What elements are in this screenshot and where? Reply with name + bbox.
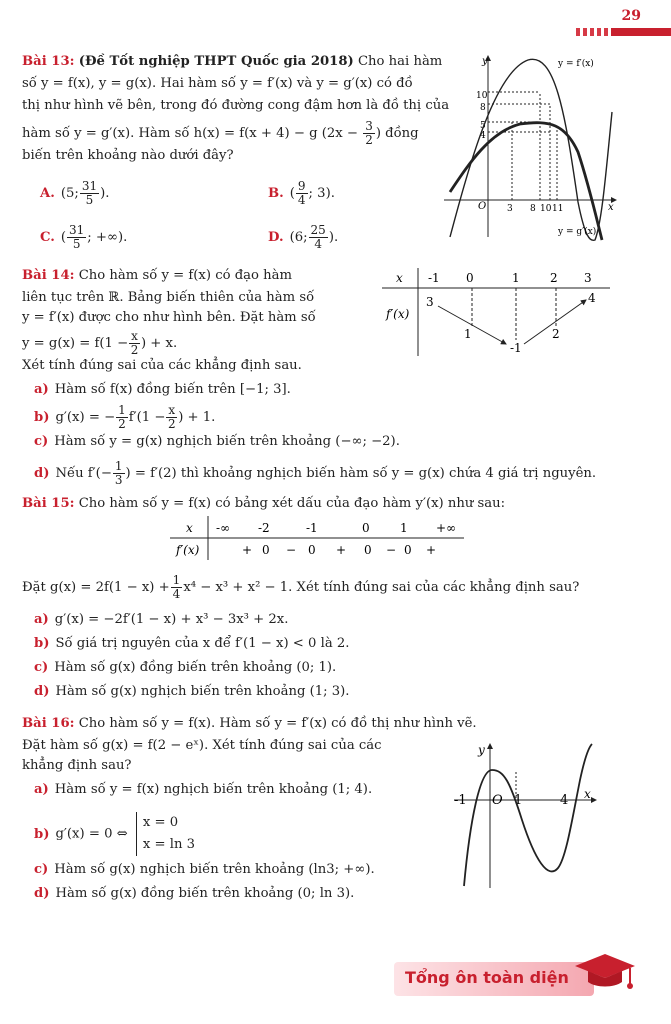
b13-line4: hàm số y = g′(x). Hàm số h(x) = f(x + 4) − g (2x − $\frac{3}{2}$ ) đồng xyxy=(22,119,419,147)
b14-table-x: x xyxy=(396,271,403,285)
b14-x-5: 3 xyxy=(584,271,592,285)
b14-line5: Xét tính đúng sai của các khẳng định sau. xyxy=(22,358,302,373)
b15-sign-4: 0 xyxy=(308,543,316,557)
page-number: 29 xyxy=(621,8,641,24)
b13-g-label: y = g′(x) xyxy=(558,227,597,237)
b13-source: (Đề Tốt nghiệp THPT Quốc gia 2018) xyxy=(78,54,354,69)
b15-x-3: -1 xyxy=(306,521,318,535)
b15-text-1: Cho hàm số y = f(x) có bảng xét dấu của đạo hàm y′(x) như sau: xyxy=(78,496,506,511)
b14-val-5: 4 xyxy=(588,291,596,305)
b13-xtick-8: 8 xyxy=(530,204,536,214)
b16-line1 xyxy=(22,714,477,734)
b15-sign-7: − xyxy=(386,543,397,557)
b13-line1 xyxy=(22,52,442,72)
b14-x-4: 2 xyxy=(550,271,558,285)
b13-ytick-5: 5 xyxy=(480,121,486,131)
b13-ytick-10: 10 xyxy=(476,91,488,101)
b15-label: Bài 15: xyxy=(22,496,75,511)
b15-sign-2: 0 xyxy=(262,543,270,557)
b15-sign-table xyxy=(170,516,466,562)
b13-option-b: B. ( $\frac{9}{4}$ ; 3). xyxy=(268,179,335,207)
b15-table-fp: f′(x) xyxy=(176,543,200,557)
b15-sign-9: + xyxy=(426,543,437,557)
b13-line2: số y = f(x), y = g(x). Hai hàm số y = f′(x) và y = g′(x) có đồ xyxy=(22,76,413,91)
b14-label: Bài 14: xyxy=(22,268,75,283)
b15-sign-6: 0 xyxy=(364,543,372,557)
b15-x-1: -∞ xyxy=(216,521,231,535)
b13-graph xyxy=(440,52,620,242)
b15-x-2: -2 xyxy=(258,521,270,535)
b16-tick-4: 4 xyxy=(560,793,569,808)
b13-fraction: $\frac{3}{2}$ xyxy=(365,119,373,147)
b14-x-2: 0 xyxy=(466,271,474,285)
header-decoration xyxy=(551,28,671,36)
b16-origin: O xyxy=(492,793,503,808)
b16-item-b: b) g′(x) = 0 ⇔ x = 0 x = ln 3 xyxy=(34,812,195,856)
b13-xtick-11: 11 xyxy=(552,204,564,214)
b13-ytick-8: 8 xyxy=(480,103,486,113)
b15-table-x: x xyxy=(186,521,193,535)
b14-x-3: 1 xyxy=(512,271,520,285)
b14-val-1: 3 xyxy=(426,295,434,309)
b14-line2: liên tục trên ℝ. Bảng biến thiên của hàm số xyxy=(22,290,315,305)
b16-x-label: x xyxy=(584,787,591,801)
b13-text-4b: 2x − xyxy=(326,126,358,141)
b16-system: x = 0 x = ln 3 xyxy=(136,812,195,856)
b14-line1 xyxy=(22,266,292,286)
b16-label: Bài 16: xyxy=(22,716,75,731)
b13-line5: biến trên khoảng nào dưới đây? xyxy=(22,148,234,163)
b15-item-d: d) Hàm số g(x) nghịch biến trên khoảng (1; 3). xyxy=(34,684,350,699)
b14-text-1: Cho hàm số y = f(x) có đạo hàm xyxy=(78,268,293,283)
b15-sign-1: + xyxy=(242,543,253,557)
b14-line4: y = g(x) = f(1 − $\frac{x}{2}$ ) + x. xyxy=(22,329,178,357)
b15-line2: Đặt g(x) = 2f(1 − x) + $\frac{1}{4}$ x⁴ − x³ + x² − 1. Xét tính đúng sai của các khẳng định sau? xyxy=(22,573,580,601)
b13-text-4c: đồng xyxy=(385,126,419,141)
b13-option-a: A. (5; $\frac{31}{5}$ ). xyxy=(40,179,110,207)
b14-val-2: 1 xyxy=(464,327,472,341)
b14-item-d: d) Nếu f′(− $\frac{1}{3}$ ) = f′(2) thì khoảng nghịch biến hàm số y = g(x) chứa 4 giá trị nguyên. xyxy=(34,459,597,487)
b14-variation-table xyxy=(382,268,612,358)
b13-guides xyxy=(488,92,557,200)
b13-ytick-4: 4 xyxy=(480,131,486,141)
b15-sign-8: 0 xyxy=(404,543,412,557)
b13-text-1: Cho hai hàm xyxy=(357,54,443,69)
b15-item-b: b) Số giá trị nguyên của x để f′(1 − x) < 0 là 2. xyxy=(34,636,350,651)
b14-item-b: b) g′(x) = − $\frac{1}{2}$ f′(1 − $\frac{x}{2}$ ) + 1. xyxy=(34,403,216,431)
b15-x-6: +∞ xyxy=(436,521,457,535)
b16-tick-neg1: -1 xyxy=(454,793,467,808)
b14-item-a: a) Hàm số f(x) đồng biến trên [−1; 3]. xyxy=(34,382,291,397)
b16-item-a: a) Hàm số y = f(x) nghịch biến trên khoảng (1; 4). xyxy=(34,782,373,797)
b13-xtick-10: 10 xyxy=(540,204,552,214)
b14-x-1: -1 xyxy=(428,271,440,285)
b13-label: Bài 13: xyxy=(22,54,75,69)
b15-x-4: 0 xyxy=(362,521,370,535)
b16-line2: Đặt hàm số g(x) = f(2 − eˣ). Xét tính đúng sai của các xyxy=(22,738,382,753)
b15-line1 xyxy=(22,494,505,514)
b16-y-label: y xyxy=(478,743,485,757)
footer-title: Tổng ôn toàn diện xyxy=(405,968,569,987)
b14-table-fp: f′(x) xyxy=(386,307,410,321)
b13-y-label: y xyxy=(482,56,488,67)
b16-text-1: Cho hàm số y = f(x). Hàm số y = f′(x) có đồ thị như hình vẽ. xyxy=(78,716,477,731)
b16-tick-1: 1 xyxy=(514,793,523,808)
b13-curve-g xyxy=(450,123,602,240)
b13-origin: O xyxy=(478,201,487,212)
b15-item-a: a) g′(x) = −2f′(1 − x) + x³ − 3x³ + 2x. xyxy=(34,612,289,627)
b13-text-4a: hàm số y = g′(x). Hàm số h(x) = f(x + 4) − g xyxy=(22,126,318,141)
b13-xtick-3: 3 xyxy=(507,204,513,214)
b16-curve xyxy=(464,744,592,886)
b13-option-c: C. ( $\frac{31}{5}$ ; +∞). xyxy=(40,223,128,251)
b13-option-d: D. (6; $\frac{25}{4}$ ). xyxy=(268,223,339,251)
b13-x-label: x xyxy=(608,202,614,213)
b16-graph xyxy=(450,740,600,890)
b16-item-c: c) Hàm số g(x) nghịch biến trên khoảng (ln3; +∞). xyxy=(34,862,375,877)
b16-item-d: d) Hàm số g(x) đồng biến trên khoảng (0; ln 3). xyxy=(34,886,355,901)
b13-line3: thị như hình vẽ bên, trong đó đường cong đậm hơn là đồ thị của xyxy=(22,98,450,113)
b16-line3: khẳng định sau? xyxy=(22,758,132,773)
b15-sign-3: − xyxy=(286,543,297,557)
b15-item-c: c) Hàm số g(x) đồng biến trên khoảng (0; 1). xyxy=(34,660,337,675)
b14-item-c: c) Hàm số y = g(x) nghịch biến trên khoảng (−∞; −2). xyxy=(34,434,400,449)
b15-x-5: 1 xyxy=(400,521,408,535)
b14-line3: y = f′(x) được cho như hình bên. Đặt hàm số xyxy=(22,310,316,325)
b14-val-3: -1 xyxy=(510,341,522,355)
graduation-cap-icon xyxy=(570,948,640,994)
b14-val-4: 2 xyxy=(552,327,560,341)
b13-f-label: y = f′(x) xyxy=(558,59,594,69)
b15-sign-5: + xyxy=(336,543,347,557)
